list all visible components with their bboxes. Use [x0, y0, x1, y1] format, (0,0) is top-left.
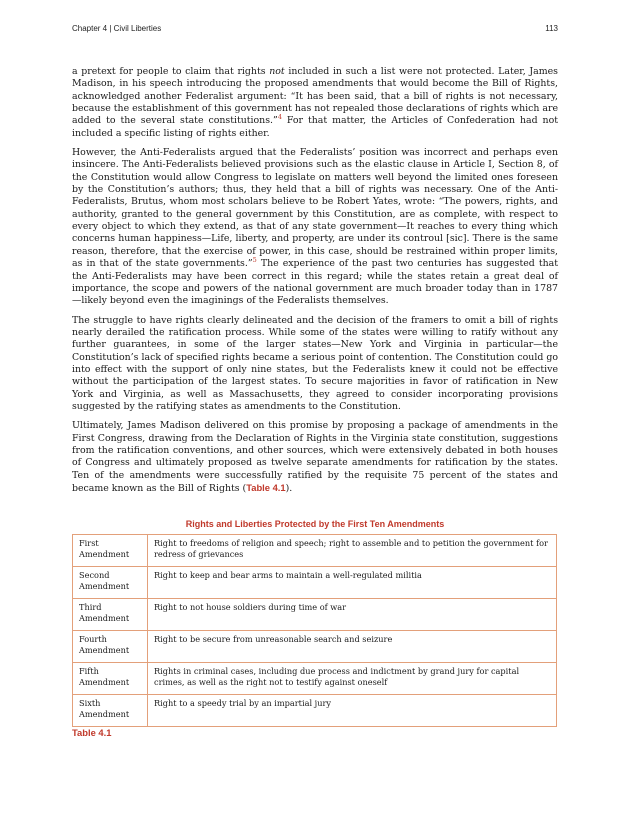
paragraph-2-text-a: However, the Anti-Federalists argued that the Federalists’ position was incorrect and perhaps even insincere. The Anti-Federalists believed provisions such as the elastic clause in Article I, Section 8, of the Constitution would allow Congress to legislate on matters well beyond the limited ones foreseen by the Constitution’s authors; thus, they held that a bill of rights was necessary. One of the Anti-Federalists, Brutus, whom most scholars believe to be Robert Yates, wrote: “The powers, rights, and authority, granted to the general government by this Constitution, are as complete, with respect to every object to which they extend, as that of any state government—It reaches to every thing which concerns human happiness—Life, liberty, and property, are under its controul [sic]. There is the same reason, therefore, that the exercise of power, in this case, should be restrained within proper limits, as in that of the state governments.”	[72, 147, 558, 270]
amendment-rights: Rights in criminal cases, including due process and indictment by grand jury for capital crimes, as well as the right not to testify against oneself	[148, 663, 557, 695]
amendment-name: Third Amendment	[73, 599, 148, 631]
table-label: Table 4.1	[72, 727, 112, 738]
table-row	[73, 599, 557, 631]
table-row	[73, 631, 557, 663]
paragraph-1-text-a: a pretext for people to claim that rights	[72, 66, 270, 77]
amendment-rights: Right to keep and bear arms to maintain a well-regulated militia	[148, 567, 557, 599]
footnote-ref-5[interactable]: 5	[252, 256, 257, 265]
paragraph-4	[72, 420, 558, 495]
table-caption: Rights and Liberties Protected by the First Ten Amendments	[185, 519, 445, 529]
amendment-name: First Amendment	[73, 535, 148, 567]
paragraph-1-emphasis: not	[269, 66, 285, 77]
chapter-title: Chapter 4 | Civil Liberties	[72, 24, 162, 33]
amendment-name: Second Amendment	[73, 567, 148, 599]
table-row	[73, 663, 557, 695]
amendments-table	[72, 534, 557, 727]
amendment-rights: Right to not house soldiers during time of war	[148, 599, 557, 631]
page-number: 113	[545, 24, 558, 33]
amendment-name: Sixth Amendment	[73, 695, 148, 727]
body-text	[72, 66, 558, 502]
paragraph-4-text-b: ).	[285, 483, 293, 494]
amendment-rights: Right to freedoms of religion and speech; right to assemble and to petition the government for redress of grievances	[148, 535, 557, 567]
paragraph-1-text-b: included in such a list were not protected. Later, James Madison, in his speech introducing the proposed amendments that would become the Bill of Rights, acknowledged another Federalist argument: “It has been said, that a bill of rights is not necessary, because the establishment of this government has not repealed those declarations of rights which are added to the several state constitutions.”	[72, 66, 558, 127]
amendment-rights: Right to be secure from unreasonable search and seizure	[148, 631, 557, 663]
paragraph-1	[72, 66, 558, 140]
table-row	[73, 695, 557, 727]
amendment-name: Fourth Amendment	[73, 631, 148, 663]
table-row	[73, 567, 557, 599]
paragraph-2	[72, 147, 558, 307]
paragraph-2-text-b: The experience of the past two centuries has suggested that the Anti-Federalists may have been correct in this regard; while the states retain a great deal of importance, the scope and powers of the national government are much broader today than in 1787—likely beyond even the imaginings of the Federalists themselves.	[72, 258, 558, 307]
paragraph-1-text-c: For that matter, the Articles of Confederation had not included a specific listing of rights either.	[72, 115, 558, 139]
paragraph-4-text-a: Ultimately, James Madison delivered on this promise by proposing a package of amendments in the First Congress, drawing from the Declaration of Rights in the Virginia state constitution, suggestions from the ratification conventions, and other sources, which were extensively debated in both houses of Congress and ultimately proposed as twelve separate amendments for ratification by the states. Ten of the amendments were successfully ratified by the requisite 75 percent of the states and became known as the Bill of Rights (	[72, 420, 558, 494]
table-row	[73, 535, 557, 567]
footnote-ref-4[interactable]: 4	[277, 113, 282, 122]
running-header	[72, 24, 558, 38]
amendment-rights: Right to a speedy trial by an impartial jury	[148, 695, 557, 727]
table-reference-link[interactable]: Table 4.1	[246, 482, 286, 493]
amendment-name: Fifth Amendment	[73, 663, 148, 695]
paragraph-3: The struggle to have rights clearly delineated and the decision of the framers to omit a bill of rights nearly derailed the ratification process. While some of the states were willing to ratify without any further guarantees, in some of the larger states—New York and Virginia in particular—the Constitution’s lack of specified rights became a serious point of contention. The Constitution could go into effect with the support of only nine states, but the Federalists knew it could not be effective without the participation of the largest states. To secure majorities in favor of ratification in New York and Virginia, as well as Massachusetts, they agreed to consider incorporating provisions suggested by the ratifying states as amendments to the Constitution.	[72, 314, 558, 412]
